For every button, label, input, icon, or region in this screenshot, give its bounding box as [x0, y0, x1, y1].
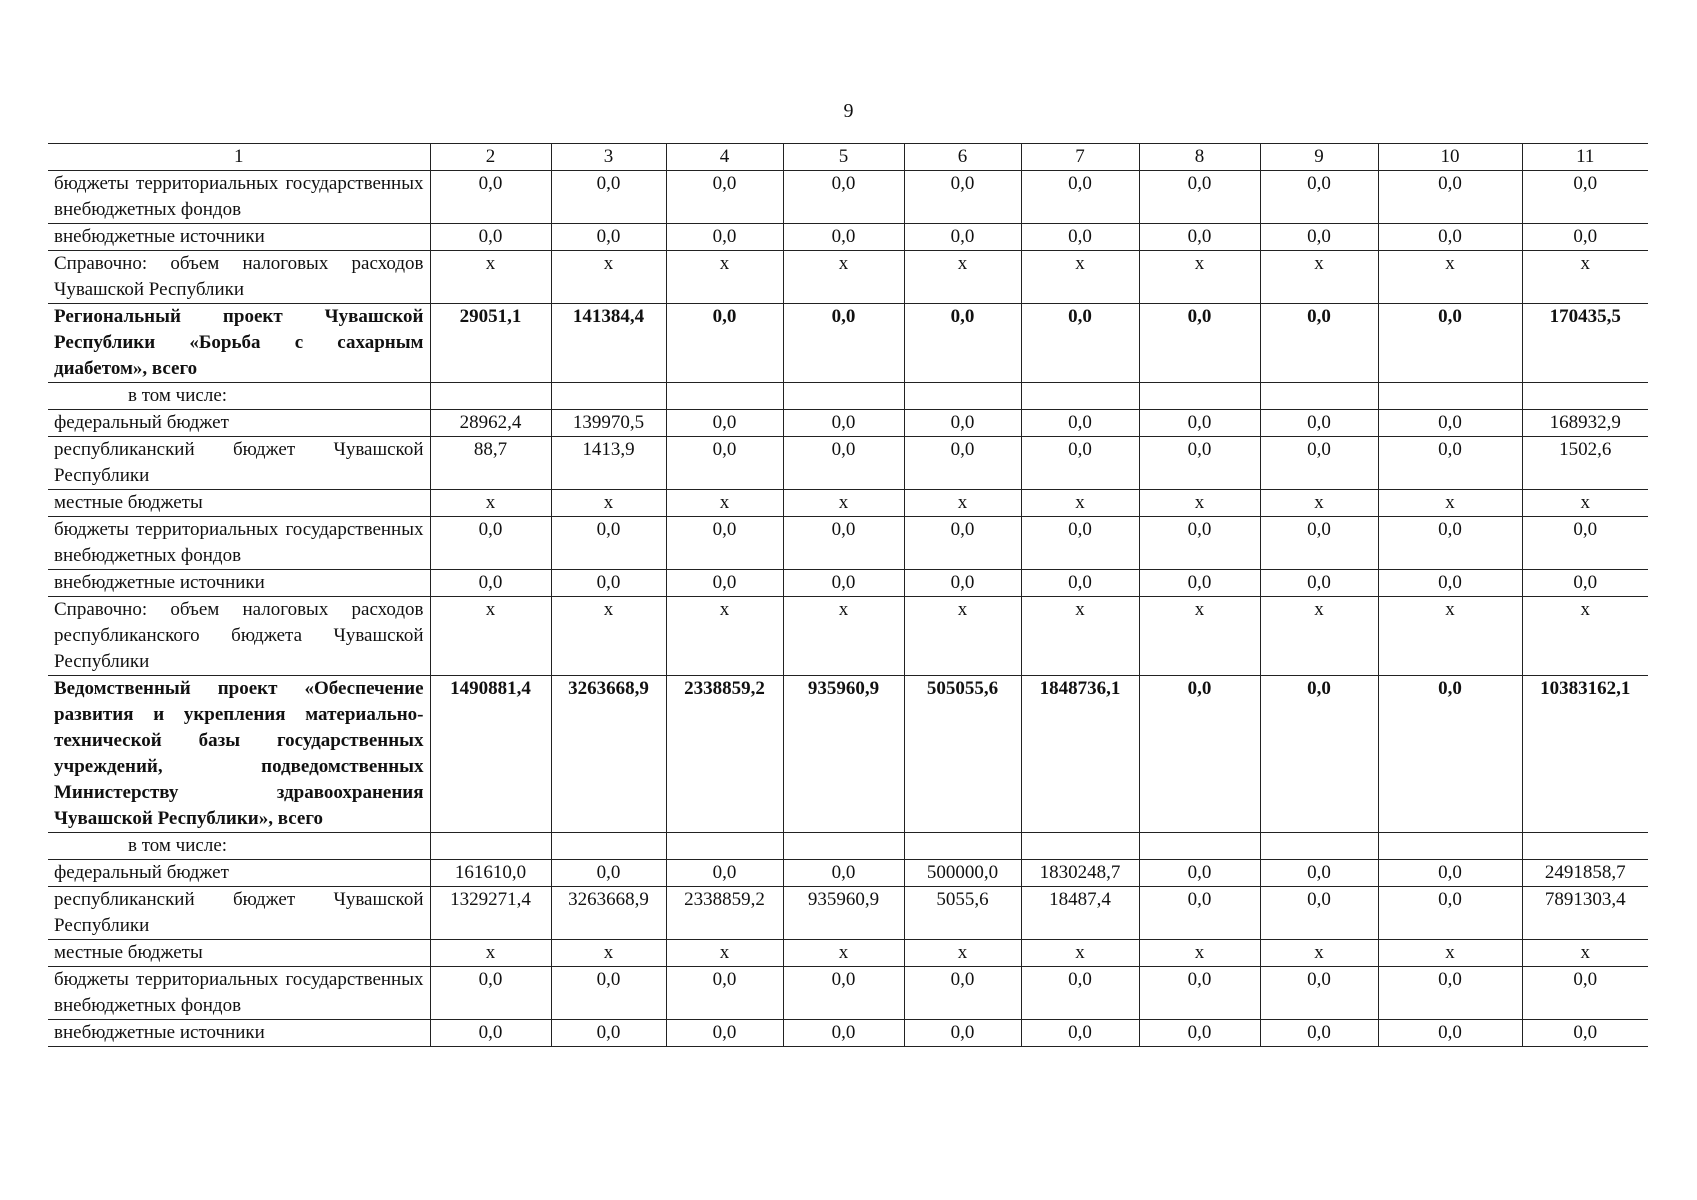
value-cell — [1522, 833, 1648, 860]
value-cell: 0,0 — [551, 967, 666, 1020]
value-cell: x — [783, 597, 904, 676]
value-cell: 505055,6 — [904, 676, 1021, 833]
value-cell: 0,0 — [430, 171, 551, 224]
row-label: Ведомственный проект «Обеспечение развития и укрепления материально-технической базы государственных учреждений, подведомственных Министерству здравоохранения Чувашской Республики», всего — [48, 676, 430, 833]
value-cell: x — [666, 490, 783, 517]
value-cell: 0,0 — [1522, 570, 1648, 597]
value-cell — [1522, 383, 1648, 410]
table-row — [48, 490, 1648, 517]
value-cell: 0,0 — [430, 967, 551, 1020]
row-label: бюджеты территориальных государственных внебюджетных фондов — [48, 517, 430, 570]
row-label: Справочно: объем налоговых расходов Чувашской Республики — [48, 251, 430, 304]
value-cell — [904, 383, 1021, 410]
value-cell — [551, 833, 666, 860]
value-cell: 0,0 — [783, 437, 904, 490]
value-cell: 0,0 — [1522, 517, 1648, 570]
value-cell: 0,0 — [1378, 224, 1522, 251]
table-row — [48, 517, 1648, 570]
value-cell: 1830248,7 — [1021, 860, 1139, 887]
value-cell: 0,0 — [1522, 224, 1648, 251]
value-cell: x — [1139, 251, 1260, 304]
value-cell: 88,7 — [430, 437, 551, 490]
value-cell: 0,0 — [904, 570, 1021, 597]
value-cell: 0,0 — [430, 1020, 551, 1047]
table-body — [48, 144, 1648, 1047]
row-label: бюджеты территориальных государственных внебюджетных фондов — [48, 171, 430, 224]
row-label: федеральный бюджет — [48, 860, 430, 887]
value-cell: x — [904, 251, 1021, 304]
row-label: местные бюджеты — [48, 940, 430, 967]
value-cell — [430, 833, 551, 860]
table-row — [48, 1020, 1648, 1047]
column-number-cell: 4 — [666, 144, 783, 171]
value-cell: 2491858,7 — [1522, 860, 1648, 887]
value-cell — [1139, 383, 1260, 410]
value-cell — [666, 833, 783, 860]
value-cell: 1329271,4 — [430, 887, 551, 940]
value-cell: 1413,9 — [551, 437, 666, 490]
value-cell: 0,0 — [1139, 437, 1260, 490]
value-cell: 0,0 — [1378, 570, 1522, 597]
value-cell: x — [1260, 597, 1378, 676]
value-cell: 139970,5 — [551, 410, 666, 437]
value-cell: 170435,5 — [1522, 304, 1648, 383]
value-cell: 0,0 — [1378, 304, 1522, 383]
value-cell: 0,0 — [666, 224, 783, 251]
value-cell: 0,0 — [1260, 860, 1378, 887]
value-cell — [783, 833, 904, 860]
header-row — [48, 144, 1648, 171]
value-cell: 0,0 — [1260, 967, 1378, 1020]
table-row — [48, 251, 1648, 304]
value-cell: x — [1378, 490, 1522, 517]
value-cell: 0,0 — [551, 171, 666, 224]
value-cell: 0,0 — [1021, 410, 1139, 437]
value-cell: 0,0 — [783, 224, 904, 251]
value-cell: x — [904, 940, 1021, 967]
value-cell: 0,0 — [1021, 171, 1139, 224]
row-label: Справочно: объем налоговых расходов республиканского бюджета Чувашской Республики — [48, 597, 430, 676]
value-cell: 0,0 — [1021, 1020, 1139, 1047]
value-cell — [904, 833, 1021, 860]
value-cell: 0,0 — [1378, 860, 1522, 887]
value-cell: 0,0 — [1021, 967, 1139, 1020]
row-label: внебюджетные источники — [48, 1020, 430, 1047]
value-cell: 0,0 — [666, 1020, 783, 1047]
value-cell: 18487,4 — [1021, 887, 1139, 940]
value-cell: x — [783, 490, 904, 517]
value-cell: 0,0 — [1260, 570, 1378, 597]
value-cell: x — [430, 940, 551, 967]
value-cell: 0,0 — [666, 410, 783, 437]
value-cell — [1378, 383, 1522, 410]
value-cell: x — [551, 490, 666, 517]
value-cell: x — [1021, 597, 1139, 676]
value-cell: 10383162,1 — [1522, 676, 1648, 833]
column-number-cell: 11 — [1522, 144, 1648, 171]
table-row — [48, 437, 1648, 490]
column-number-cell: 1 — [48, 144, 430, 171]
value-cell: 0,0 — [1139, 517, 1260, 570]
value-cell: 0,0 — [1378, 171, 1522, 224]
value-cell: x — [430, 597, 551, 676]
row-label: республиканский бюджет Чувашской Республики — [48, 437, 430, 490]
value-cell: 0,0 — [1139, 967, 1260, 1020]
value-cell: 161610,0 — [430, 860, 551, 887]
value-cell: 0,0 — [783, 304, 904, 383]
row-label: федеральный бюджет — [48, 410, 430, 437]
value-cell: 0,0 — [430, 517, 551, 570]
value-cell: 0,0 — [1021, 437, 1139, 490]
value-cell: x — [904, 490, 1021, 517]
column-number-cell: 2 — [430, 144, 551, 171]
value-cell: 0,0 — [1139, 304, 1260, 383]
value-cell: 0,0 — [666, 570, 783, 597]
value-cell — [1260, 833, 1378, 860]
row-label: местные бюджеты — [48, 490, 430, 517]
value-cell: 0,0 — [1260, 171, 1378, 224]
value-cell: 0,0 — [1522, 1020, 1648, 1047]
value-cell: 0,0 — [1378, 967, 1522, 1020]
value-cell: 0,0 — [1021, 304, 1139, 383]
value-cell: 0,0 — [1260, 887, 1378, 940]
value-cell: 0,0 — [783, 410, 904, 437]
value-cell: 0,0 — [1378, 437, 1522, 490]
table-row — [48, 410, 1648, 437]
row-label: бюджеты территориальных государственных внебюджетных фондов — [48, 967, 430, 1020]
value-cell: 2338859,2 — [666, 887, 783, 940]
row-label: в том числе: — [48, 833, 430, 860]
value-cell: 29051,1 — [430, 304, 551, 383]
value-cell: x — [666, 597, 783, 676]
value-cell: x — [551, 597, 666, 676]
value-cell: x — [1021, 940, 1139, 967]
value-cell: x — [666, 940, 783, 967]
value-cell: x — [1260, 490, 1378, 517]
value-cell: 0,0 — [1260, 1020, 1378, 1047]
row-label: внебюджетные источники — [48, 224, 430, 251]
value-cell: 0,0 — [551, 517, 666, 570]
value-cell — [551, 383, 666, 410]
table-row — [48, 304, 1648, 383]
value-cell: 0,0 — [1139, 1020, 1260, 1047]
table-row — [48, 597, 1648, 676]
value-cell: 168932,9 — [1522, 410, 1648, 437]
value-cell: x — [1260, 251, 1378, 304]
value-cell: x — [1260, 940, 1378, 967]
value-cell: 0,0 — [551, 224, 666, 251]
value-cell: 0,0 — [551, 1020, 666, 1047]
value-cell: 0,0 — [904, 517, 1021, 570]
value-cell: 0,0 — [1260, 517, 1378, 570]
value-cell: 0,0 — [904, 224, 1021, 251]
value-cell: 0,0 — [1260, 676, 1378, 833]
table-row — [48, 171, 1648, 224]
value-cell: x — [1021, 251, 1139, 304]
table-row — [48, 676, 1648, 833]
value-cell: x — [1139, 940, 1260, 967]
value-cell: 0,0 — [1021, 224, 1139, 251]
value-cell: 0,0 — [1522, 967, 1648, 1020]
table-row — [48, 224, 1648, 251]
value-cell — [1378, 833, 1522, 860]
value-cell: 1848736,1 — [1021, 676, 1139, 833]
value-cell: 0,0 — [783, 860, 904, 887]
table-row — [48, 383, 1648, 410]
value-cell: 3263668,9 — [551, 676, 666, 833]
value-cell: 0,0 — [1139, 887, 1260, 940]
value-cell: x — [783, 251, 904, 304]
table-row — [48, 570, 1648, 597]
column-number-cell: 5 — [783, 144, 904, 171]
value-cell: 0,0 — [1378, 517, 1522, 570]
value-cell: 3263668,9 — [551, 887, 666, 940]
value-cell: 0,0 — [904, 171, 1021, 224]
value-cell: 5055,6 — [904, 887, 1021, 940]
value-cell: 0,0 — [666, 860, 783, 887]
row-label: в том числе: — [48, 383, 430, 410]
value-cell: 0,0 — [1260, 224, 1378, 251]
column-number-cell: 6 — [904, 144, 1021, 171]
value-cell: 0,0 — [904, 967, 1021, 1020]
value-cell: 0,0 — [783, 517, 904, 570]
column-number-cell: 7 — [1021, 144, 1139, 171]
table-row — [48, 967, 1648, 1020]
value-cell: 28962,4 — [430, 410, 551, 437]
value-cell: x — [1139, 597, 1260, 676]
value-cell: 0,0 — [904, 1020, 1021, 1047]
value-cell: x — [904, 597, 1021, 676]
value-cell — [1021, 383, 1139, 410]
value-cell: 0,0 — [783, 1020, 904, 1047]
value-cell: x — [1378, 597, 1522, 676]
value-cell: 0,0 — [783, 171, 904, 224]
value-cell: 0,0 — [1378, 887, 1522, 940]
column-number-cell: 3 — [551, 144, 666, 171]
value-cell: x — [551, 251, 666, 304]
page-number: 9 — [843, 100, 854, 122]
value-cell: 935960,9 — [783, 887, 904, 940]
value-cell — [666, 383, 783, 410]
value-cell: x — [430, 251, 551, 304]
value-cell: 141384,4 — [551, 304, 666, 383]
value-cell: x — [1522, 597, 1648, 676]
value-cell: x — [1378, 251, 1522, 304]
value-cell: 1490881,4 — [430, 676, 551, 833]
value-cell: x — [783, 940, 904, 967]
column-number-cell: 9 — [1260, 144, 1378, 171]
value-cell: 0,0 — [1378, 1020, 1522, 1047]
value-cell — [783, 383, 904, 410]
row-label: внебюджетные источники — [48, 570, 430, 597]
value-cell: 0,0 — [1139, 224, 1260, 251]
value-cell — [1260, 383, 1378, 410]
value-cell: 0,0 — [904, 304, 1021, 383]
value-cell: 0,0 — [1139, 570, 1260, 597]
value-cell: 0,0 — [1021, 570, 1139, 597]
value-cell: 0,0 — [1522, 171, 1648, 224]
value-cell: 0,0 — [1378, 676, 1522, 833]
value-cell: x — [1021, 490, 1139, 517]
value-cell: x — [1522, 940, 1648, 967]
value-cell — [1139, 833, 1260, 860]
value-cell: 0,0 — [666, 171, 783, 224]
value-cell: 0,0 — [551, 570, 666, 597]
value-cell: 0,0 — [904, 437, 1021, 490]
value-cell: 0,0 — [666, 967, 783, 1020]
row-label: республиканский бюджет Чувашской Республики — [48, 887, 430, 940]
value-cell: 7891303,4 — [1522, 887, 1648, 940]
value-cell: x — [430, 490, 551, 517]
value-cell: 1502,6 — [1522, 437, 1648, 490]
value-cell — [1021, 833, 1139, 860]
table-row — [48, 940, 1648, 967]
value-cell — [430, 383, 551, 410]
table-row — [48, 860, 1648, 887]
value-cell: 0,0 — [1139, 410, 1260, 437]
value-cell: 500000,0 — [904, 860, 1021, 887]
value-cell: 0,0 — [783, 570, 904, 597]
value-cell: x — [1522, 251, 1648, 304]
value-cell: 935960,9 — [783, 676, 904, 833]
value-cell: 0,0 — [1260, 437, 1378, 490]
value-cell: 0,0 — [1260, 304, 1378, 383]
value-cell: x — [551, 940, 666, 967]
value-cell: x — [1522, 490, 1648, 517]
value-cell: 0,0 — [1260, 410, 1378, 437]
value-cell: 0,0 — [904, 410, 1021, 437]
value-cell: 2338859,2 — [666, 676, 783, 833]
value-cell: 0,0 — [666, 517, 783, 570]
value-cell: x — [1378, 940, 1522, 967]
value-cell: 0,0 — [666, 304, 783, 383]
value-cell: 0,0 — [551, 860, 666, 887]
table-row — [48, 887, 1648, 940]
column-number-cell: 10 — [1378, 144, 1522, 171]
value-cell: 0,0 — [430, 570, 551, 597]
value-cell: 0,0 — [1378, 410, 1522, 437]
column-number-cell: 8 — [1139, 144, 1260, 171]
budget-table — [48, 143, 1648, 1047]
value-cell: 0,0 — [783, 967, 904, 1020]
row-label: Региональный проект Чувашской Республики «Борьба с сахарным диабетом», всего — [48, 304, 430, 383]
value-cell: 0,0 — [666, 437, 783, 490]
table-row — [48, 833, 1648, 860]
value-cell: 0,0 — [1021, 517, 1139, 570]
value-cell: 0,0 — [1139, 676, 1260, 833]
value-cell: 0,0 — [1139, 171, 1260, 224]
value-cell: x — [666, 251, 783, 304]
value-cell: 0,0 — [1139, 860, 1260, 887]
value-cell: x — [1139, 490, 1260, 517]
value-cell: 0,0 — [430, 224, 551, 251]
